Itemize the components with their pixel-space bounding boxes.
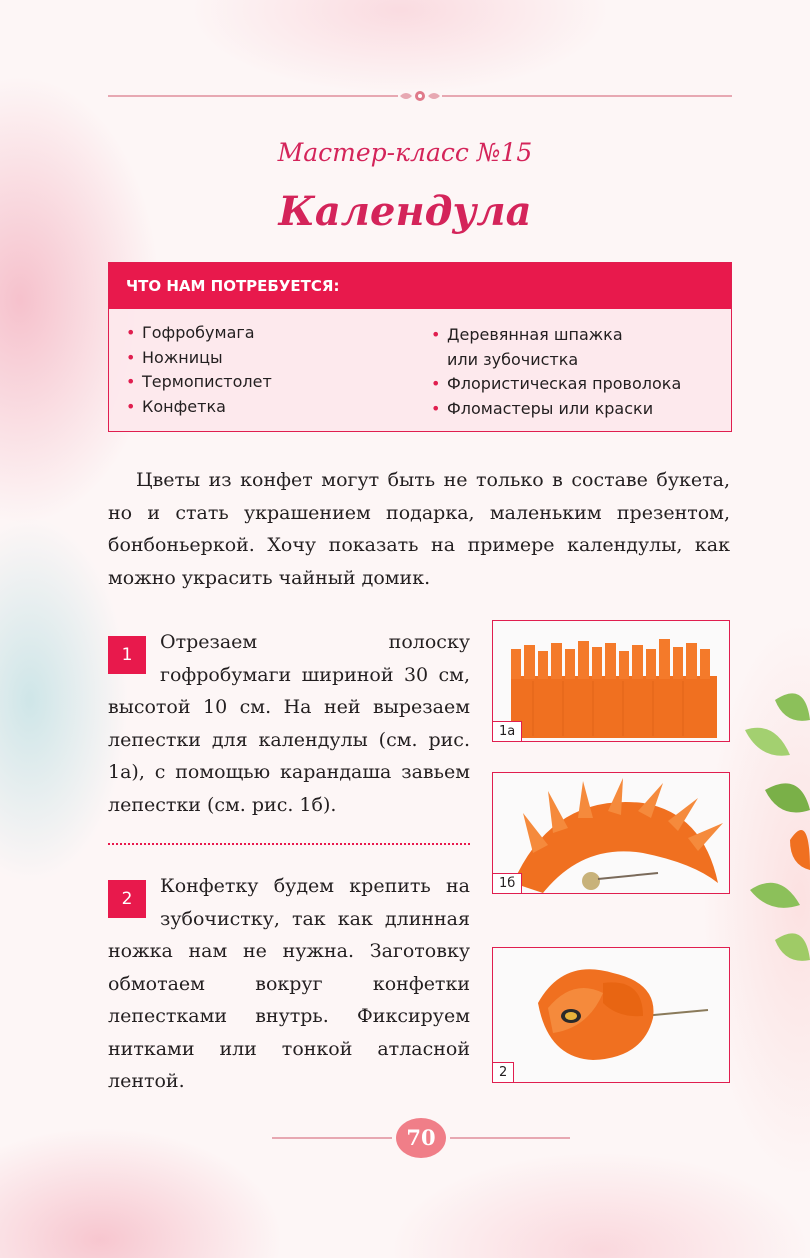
bullet-icon: • [126, 323, 136, 342]
page-title: Календула [278, 188, 532, 235]
supply-item: • Деревянная шпажка [431, 323, 681, 348]
step-1 [108, 626, 470, 821]
supply-item: • Термопистолет [126, 370, 272, 395]
supply-item: • Конфетка [126, 395, 272, 420]
assembled-flower-image [493, 948, 730, 1083]
supply-item: • Гофробумага [126, 321, 272, 346]
supplies-list-right [431, 323, 681, 421]
bullet-icon: • [126, 372, 136, 391]
supply-item: • Флористическая проволока [431, 372, 681, 397]
photo-caption: 1б [493, 873, 522, 893]
supplies-heading: ЧТО НАМ ПОТРЕБУЕТСЯ: [109, 263, 731, 309]
supplies-box [108, 262, 732, 432]
step-text: Конфетку будем крепить на зубочистку, так как длинная ножка нам не нужна. Заготовку обмотаем вокруг конфетки лепестками внутрь. Фиксируем нитками или тонкой атласной лентой. [108, 875, 470, 1092]
bullet-icon: • [126, 396, 136, 416]
step-divider [108, 843, 470, 845]
photo-2 [492, 947, 730, 1083]
supplies-list-left [126, 321, 272, 419]
page-number: 70 [396, 1118, 446, 1158]
crepe-strip-image [493, 621, 730, 742]
step-2 [108, 870, 470, 1098]
step-text: Отрезаем полоску гофробумаги шириной 30 см, высотой 10 см. На ней вырезаем лепестки для календулы (см. рис. 1а), с помощью карандаша завьем лепестки (см. рис. 1б). [108, 631, 470, 816]
photo-caption: 1а [493, 721, 522, 741]
supply-item: • Фломастеры или краски [431, 397, 681, 422]
top-ornament [108, 88, 732, 104]
page-number-footer [272, 1118, 570, 1158]
bullet-icon: • [431, 398, 441, 418]
step-number-badge: 1 [108, 636, 146, 674]
leaf-decoration-icon [735, 660, 810, 990]
supply-item: • Ножницы [126, 346, 272, 371]
bullet-icon: • [431, 325, 441, 344]
curled-petals-image [493, 773, 730, 894]
supply-item-continuation: или зубочистка [447, 349, 579, 369]
flower-ornament-icon [398, 88, 442, 104]
step-number-badge: 2 [108, 880, 146, 918]
photo-1b [492, 772, 730, 894]
photo-caption: 2 [493, 1062, 514, 1082]
masterclass-subtitle: Мастер-класс №15 [277, 138, 533, 167]
intro-paragraph: Цветы из конфет могут быть не только в составе букета, но и стать украшением подарка, маленьким презентом, бонбоньеркой. Хочу показать на примере календулы, как можно украсить чайный домик. [108, 469, 730, 589]
bullet-icon: • [126, 347, 136, 367]
bullet-icon: • [431, 374, 441, 393]
photo-1a [492, 620, 730, 742]
